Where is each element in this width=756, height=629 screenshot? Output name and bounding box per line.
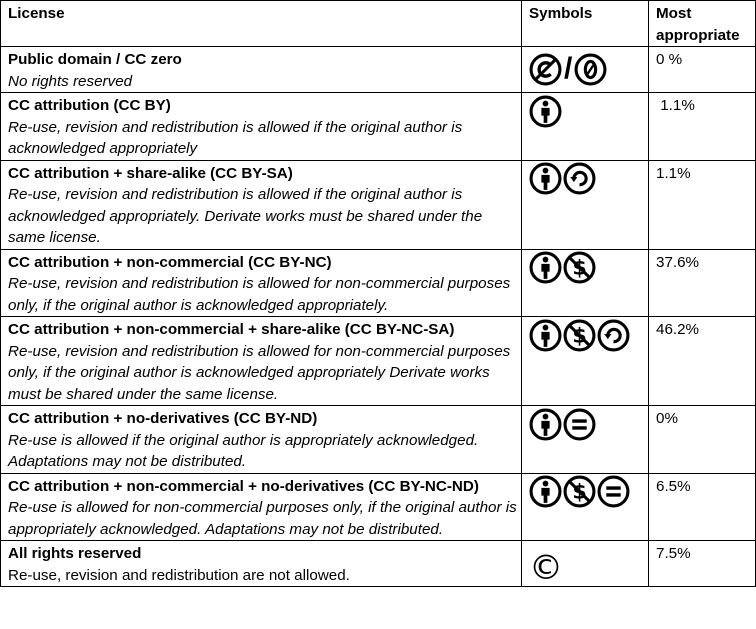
license-title: CC attribution + non-commercial (CC BY-NC) bbox=[8, 253, 332, 271]
license-title: CC attribution (CC BY) bbox=[8, 97, 171, 114]
table-row bbox=[1, 317, 756, 406]
percent-cell bbox=[649, 160, 756, 249]
license-cell bbox=[1, 406, 522, 474]
license-title: CC attribution + non-commercial + share-alike (CC BY-NC-SA) bbox=[8, 321, 455, 338]
percent-cell bbox=[649, 317, 756, 406]
nc-icon bbox=[563, 251, 596, 284]
percent-value: 0 % bbox=[656, 51, 683, 68]
nd-icon bbox=[563, 408, 596, 441]
license-title: CC attribution + non-commercial + no-derivatives (CC BY-NC-ND) bbox=[8, 477, 479, 495]
table-row bbox=[1, 160, 756, 249]
nc-icon bbox=[563, 475, 596, 508]
zero-icon bbox=[574, 53, 607, 86]
license-cell bbox=[1, 93, 522, 161]
by-icon bbox=[529, 408, 562, 441]
percent-value: 1.1% bbox=[656, 164, 691, 182]
license-title: CC attribution + no-derivatives (CC BY-ND) bbox=[8, 410, 318, 427]
header-row bbox=[1, 1, 756, 47]
percent-cell bbox=[649, 406, 756, 474]
symbols-cell bbox=[522, 406, 649, 474]
percent-value: 1.1% bbox=[656, 97, 695, 114]
license-cell bbox=[1, 47, 522, 93]
by-icon bbox=[529, 319, 562, 352]
percent-cell bbox=[649, 541, 756, 587]
nd-icon bbox=[597, 475, 630, 508]
license-cell bbox=[1, 317, 522, 406]
license-description: Re-use, revision and redistribution are not allowed. bbox=[8, 566, 350, 584]
percent-value: 46.2% bbox=[656, 321, 700, 338]
symbols-cell bbox=[522, 473, 649, 541]
percent-value: 37.6% bbox=[656, 253, 700, 271]
slash-divider: / bbox=[564, 52, 573, 85]
nc-icon bbox=[563, 319, 596, 352]
license-description: No rights reserved bbox=[8, 72, 133, 90]
license-title: All rights reserved bbox=[8, 545, 142, 562]
percent-cell bbox=[649, 93, 756, 161]
symbols-cell bbox=[522, 249, 649, 317]
table-row bbox=[1, 249, 756, 317]
percent-cell bbox=[649, 473, 756, 541]
license-cell bbox=[1, 473, 522, 541]
copyright-icon: © bbox=[529, 548, 563, 588]
license-title: CC attribution + share-alike (CC BY-SA) bbox=[8, 164, 293, 182]
table-row bbox=[1, 473, 756, 541]
license-cell bbox=[1, 541, 522, 587]
license-description: Re-use is allowed for non-commercial purposes only, if the original author is appropriately acknowledged. Adaptations may not be distributed. bbox=[8, 499, 517, 538]
by-icon bbox=[529, 251, 562, 284]
sa-icon bbox=[563, 162, 596, 195]
table-row bbox=[1, 541, 756, 587]
license-title: Public domain / CC zero bbox=[8, 51, 182, 68]
percent-value: 0% bbox=[656, 410, 678, 427]
symbols-cell bbox=[522, 317, 649, 406]
pd-icon bbox=[529, 53, 562, 86]
percent-value: 6.5% bbox=[656, 477, 691, 495]
header-license: License bbox=[1, 1, 522, 47]
sa-icon bbox=[597, 319, 630, 352]
license-description: Re-use, revision and redistribution is allowed if the original author is acknowledged appropriately. Derivate works must be shared under the same license. bbox=[8, 186, 483, 246]
by-icon bbox=[529, 162, 562, 195]
symbols-cell bbox=[522, 541, 649, 587]
percent-cell bbox=[649, 249, 756, 317]
percent-cell bbox=[649, 47, 756, 93]
license-description: Re-use is allowed if the original author is appropriately acknowledged. Adaptations may not be distributed. bbox=[8, 431, 479, 470]
license-cell bbox=[1, 160, 522, 249]
license-description: Re-use, revision and redistribution is allowed if the original author is acknowledged appropriately bbox=[8, 118, 463, 157]
table-row bbox=[1, 47, 756, 93]
percent-value: 7.5% bbox=[656, 545, 691, 562]
by-icon bbox=[529, 475, 562, 508]
license-description: Re-use, revision and redistribution is allowed for non-commercial purposes only, if the original author is acknowledged appropriately. bbox=[8, 275, 511, 314]
by-icon bbox=[529, 95, 562, 128]
header-symbols: Symbols bbox=[522, 1, 649, 47]
license-cell bbox=[1, 249, 522, 317]
table-row bbox=[1, 406, 756, 474]
table-row bbox=[1, 93, 756, 161]
license-description: Re-use, revision and redistribution is allowed for non-commercial purposes only, if the original author is acknowledged appropriately Derivate works must be shared under the same license. bbox=[8, 342, 511, 403]
symbols-cell bbox=[522, 47, 649, 93]
symbols-cell bbox=[522, 93, 649, 161]
header-most-appropriate: Most appropriate bbox=[649, 1, 756, 47]
symbols-cell bbox=[522, 160, 649, 249]
